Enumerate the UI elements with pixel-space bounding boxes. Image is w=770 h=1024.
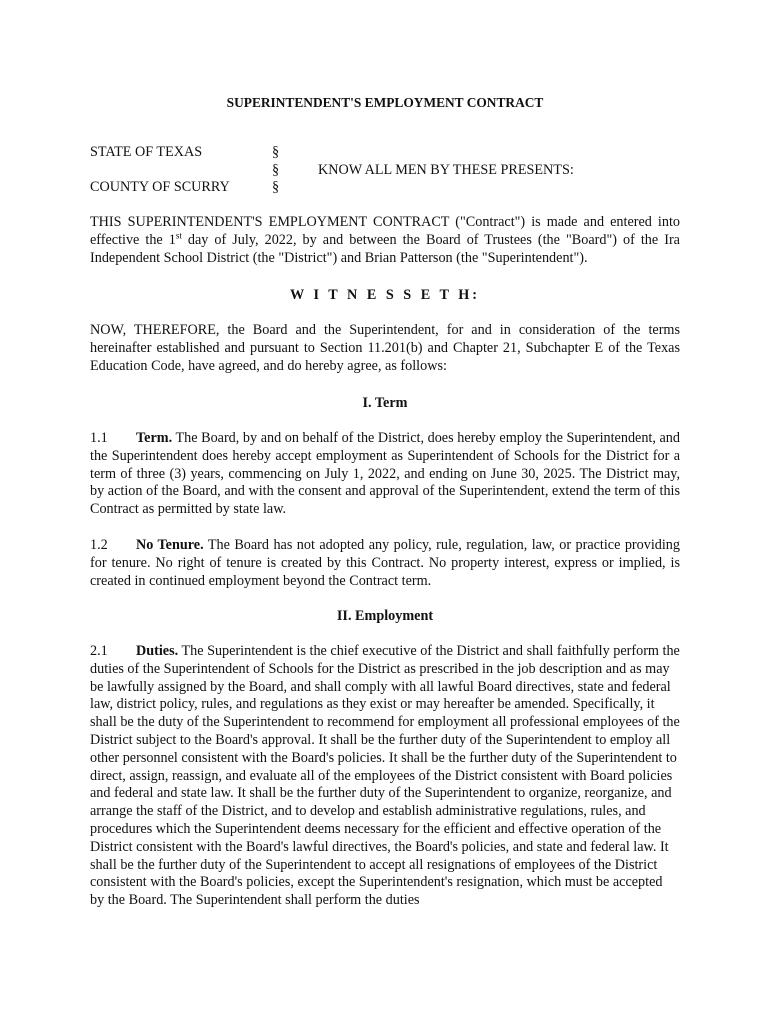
state-line: STATE OF TEXAS [90,144,203,160]
clause-label: No Tenure. [136,537,204,553]
clause-text: The Superintendent is the chief executive of the District and shall faithfully perform the duties of the Superintendent of Schools for the District as prescribed in the job description and as may be lawfully assigned by the Board, and shall comply with all lawful Board directives, state and federal law, district policy, rules, and regulations as they exist or may hereafter be amended. Specifically, it shall be the duty of the Superintendent to recommend for employment all professional employees of the District subject to the Board's approval. It shall be the further duty of the Superintendent to employ all other personnel consistent with the Board's policies. It shall be the further duty of the Superintendent to direct, assign, reassign, and evaluate all of the employees of the District consistent with Board policies and federal and state law. It shall be the further duty of the Superintendent to organize, reorganize, and arrange the staff of the District, and to develop and establish administrative regulations, rules, and procedures which the Superintendent deems necessary for the efficient and effective operation of the District consistent with the Board's lawful directives, the Board's policies, and state and federal law. It shall be the further duty of the Superintendent to accept all resignations of employees of the District consistent with the Board's policies, except the Superintendent's resignation, which must be accepted by the Board. The Superintendent shall perform the duties [90,643,680,909]
now-therefore-paragraph: NOW, THEREFORE, the Board and the Superintendent, for and in consideration of the terms hereinafter established and pursuant to Section 11.201(b) and Chapter 21, Subchapter E of the Texas Education Code, have agreed, and do hereby agree, as follows: [90,322,680,374]
clause-1-2 [90,537,680,590]
section-symbol: § [272,179,280,195]
clause-label: Term. [136,430,173,446]
section-symbol: § [272,161,280,178]
clause-number: 1.1 [90,430,108,446]
clause-1-1 [90,430,680,519]
clause-2-1 [90,643,680,910]
clause-text: The Board has not adopted any policy, rule, regulation, law, or practice providing for tenure. No right of tenure is created by this Contract. No property interest, express or implied, is created in continued employment beyond the Contract term. [90,537,680,589]
county-line: COUNTY OF SCURRY [90,179,230,195]
clause-number: 2.1 [90,643,108,659]
know-all-men: KNOW ALL MEN BY THESE PRESENTS: [318,162,574,178]
section-1-heading: I. Term [362,395,408,411]
section-symbol: § [272,144,280,160]
intro-paragraph [90,214,680,267]
clause-number: 1.2 [90,537,108,553]
section-2-heading: II. Employment [336,608,434,624]
intro-text-cont: day of July, 2022, by and between the Board of Trustees (the "Board") of the Ira Independent School District (the "District") and Brian Patterson (the "Superintendent"). [90,231,680,266]
clause-text: The Board, by and on behalf of the District, does hereby employ the Superintendent, and the Superintendent does hereby accept employment as Superintendent of Schools for the District for a term of three (3) years, commencing on July 1, 2022, and ending on June 30, 2025. The District may, by action of the Board, and with the consent and approval of the Superintendent, extend the term of this Contract as permitted by state law. [90,430,680,518]
intro-text: THIS SUPERINTENDENT'S EMPLOYMENT CONTRACT ("Contract") is made and entered into effective the 1 [90,214,680,248]
clause-label: Duties. [136,643,179,659]
ordinal-suffix: st [175,230,182,241]
document-title: SUPERINTENDENT'S EMPLOYMENT CONTRACT [226,95,544,110]
witnesseth-heading: W I T N E S S E T H: [290,287,480,303]
venue-caption [90,144,680,200]
